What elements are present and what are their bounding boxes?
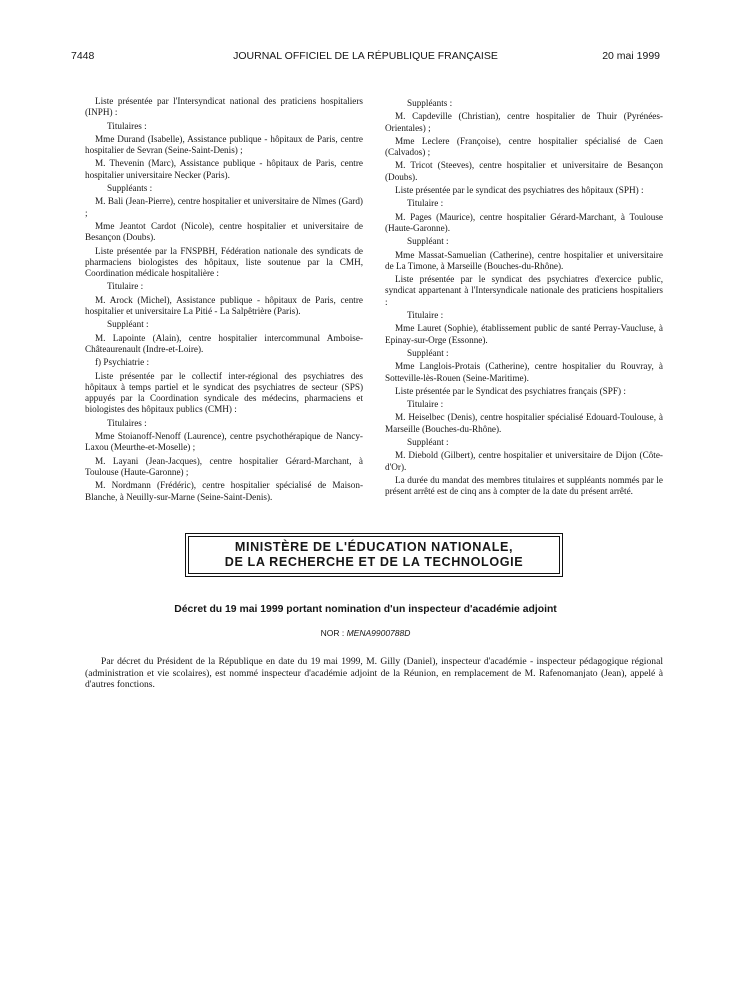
issue-date: 20 mai 1999 xyxy=(602,50,660,62)
text-paragraph: Mme Jeantot Cardot (Nicole), centre hospitalier et universitaire de Besançon (Doubs). xyxy=(85,220,363,243)
text-paragraph: Mme Lauret (Sophie), établissement public de santé Perray-Vaucluse, à Epinay-sur-Orge (Essonne). xyxy=(385,323,663,345)
section-heading: Suppléant : xyxy=(107,319,149,330)
text-paragraph: Mme Langlois-Protais (Catherine), centre hospitalier du Rouvray, à Sotteville-lès-Rouen (Seine-Maritime). xyxy=(385,361,663,383)
text-paragraph: Liste présentée par le Syndicat des psychiatres français (SPF) : xyxy=(395,385,626,396)
ministry-line-1: MINISTÈRE DE L'ÉDUCATION NATIONALE, xyxy=(234,540,514,554)
text-paragraph: M. Layani (Jean-Jacques), centre hospitalier Gérard-Marchant, à Toulouse (Haute-Garonne) ; xyxy=(85,455,363,477)
text-paragraph: Mme Durand (Isabelle), Assistance publique - hôpitaux de Paris, centre hospitalier de Sevran (Seine-Saint-Denis) ; xyxy=(85,133,363,156)
right-column xyxy=(385,96,663,498)
text-paragraph: Liste présentée par le syndicat des psychiatres d'exercice public, syndicat appartenant à l'Intersyndicale nationale des praticiens hospitaliers : xyxy=(385,274,663,307)
left-column xyxy=(85,96,363,503)
section-heading: Titulaires : xyxy=(107,120,147,131)
text-paragraph: M. Tricot (Steeves), centre hospitalier et universitaire de Besançon (Doubs). xyxy=(385,160,663,182)
section-heading: Suppléant : xyxy=(407,347,449,358)
text-paragraph: Mme Leclere (Françoise), centre hospitalier spécialisé de Caen (Calvados) ; xyxy=(385,135,663,158)
text-paragraph: Liste présentée par la FNSPBH, Fédération nationale des syndicats de pharmaciens biologistes des hôpitaux, liste soutenue par la CMH, Coordination médicale hospitalière : xyxy=(85,245,363,279)
ministry-box-inner xyxy=(188,536,560,574)
text-paragraph: M. Thevenin (Marc), Assistance publique - hôpitaux de Paris, centre hospitalier universitaire Necker (Paris). xyxy=(85,158,363,180)
decree-paragraph: Par décret du Président de la République en date du 19 mai 1999, M. Gilly (Daniel), inspecteur d'académie - inspecteur pédagogique régional (administration et vie scolaires), est nommé inspecteur d'académie adjoint de la Réunion, en remplacement de M. Rafenomanjato (Jean), appelé à d'autres fonctions. xyxy=(85,656,663,691)
text-paragraph: M. Heiselbec (Denis), centre hospitalier spécialisé Edouard-Toulouse, à Marseille (Bouches-du-Rhône). xyxy=(385,412,663,434)
nor-label: NOR : xyxy=(320,628,345,638)
text-paragraph: f) Psychiatrie : xyxy=(95,357,150,368)
section-heading: Titulaires : xyxy=(107,417,147,428)
section-heading: Titulaire : xyxy=(407,198,444,209)
decree-body xyxy=(85,656,663,691)
section-heading: Suppléants : xyxy=(407,98,453,108)
text-paragraph: M. Capdeville (Christian), centre hospitalier de Thuir (Pyrénées-Orientales) ; xyxy=(385,111,663,133)
section-heading: Titulaire : xyxy=(107,281,144,292)
text-paragraph: Mme Stoianoff-Nenoff (Laurence), centre psychothérapique de Nancy-Laxou (Meurthe-et-Moselle) ; xyxy=(85,431,363,453)
decree-title: Décret du 19 mai 1999 portant nomination d'un inspecteur d'académie adjoint xyxy=(174,604,557,615)
section-heading: Titulaire : xyxy=(407,310,444,321)
section-heading: Suppléant : xyxy=(407,437,449,448)
section-heading: Titulaire : xyxy=(407,399,444,410)
text-paragraph: M. Bali (Jean-Pierre), centre hospitalier et universitaire de Nîmes (Gard) ; xyxy=(85,196,363,218)
page-header xyxy=(0,50,731,64)
ministry-line-2: DE LA RECHERCHE ET DE LA TECHNOLOGIE xyxy=(224,555,524,569)
text-paragraph: La durée du mandat des membres titulaires et suppléants nommés par le présent arrêté est de cinq ans à compter de la date du présent arrêté. xyxy=(385,474,663,497)
text-paragraph: M. Diebold (Gilbert), centre hospitalier et universitaire de Dijon (Côte-d'Or). xyxy=(385,450,663,472)
text-paragraph: M. Pages (Maurice), centre hospitalier Gérard-Marchant, à Toulouse (Haute-Garonne). xyxy=(385,211,663,233)
text-paragraph: M. Lapointe (Alain), centre hospitalier intercommunal Amboise-Châteaurenault (Indre-et-Loire). xyxy=(85,332,363,354)
text-paragraph: Liste présentée par le collectif inter-régional des psychiatres des hôpitaux à temps partiel et le syndicat des psychiatres de secteur (SPS) appuyés par la Coordination syndicale des médecins, pharmaciens et biologistes des hôpitaux publics (CMH) : xyxy=(85,370,363,415)
nor-reference xyxy=(0,628,731,638)
page-number: 7448 xyxy=(71,50,95,62)
nor-code: MENA9900788D xyxy=(346,628,411,638)
ministry-box xyxy=(185,533,563,577)
journal-title: JOURNAL OFFICIEL DE LA RÉPUBLIQUE FRANÇAISE xyxy=(233,50,498,62)
text-paragraph: Liste présentée par le syndicat des psychiatres des hôpitaux (SPH) : xyxy=(395,185,644,196)
text-paragraph: M. Arock (Michel), Assistance publique - hôpitaux de Paris, centre hospitalier et universitaire La Pitié - La Salpêtrière (Paris). xyxy=(85,294,363,317)
text-paragraph: M. Nordmann (Frédéric), centre hospitalier spécialisé de Maison-Blanche, à Neuilly-sur-Marne (Seine-Saint-Denis). xyxy=(85,480,363,502)
section-heading: Suppléant : xyxy=(407,236,449,247)
section-heading: Suppléants : xyxy=(107,183,153,194)
text-paragraph: Mme Massat-Samuelian (Catherine), centre hospitalier et universitaire de La Timone, à Marseille (Bouches-du-Rhône). xyxy=(385,249,663,271)
text-paragraph: Liste présentée par l'Intersyndicat national des praticiens hospitaliers (INPH) : xyxy=(85,96,363,118)
